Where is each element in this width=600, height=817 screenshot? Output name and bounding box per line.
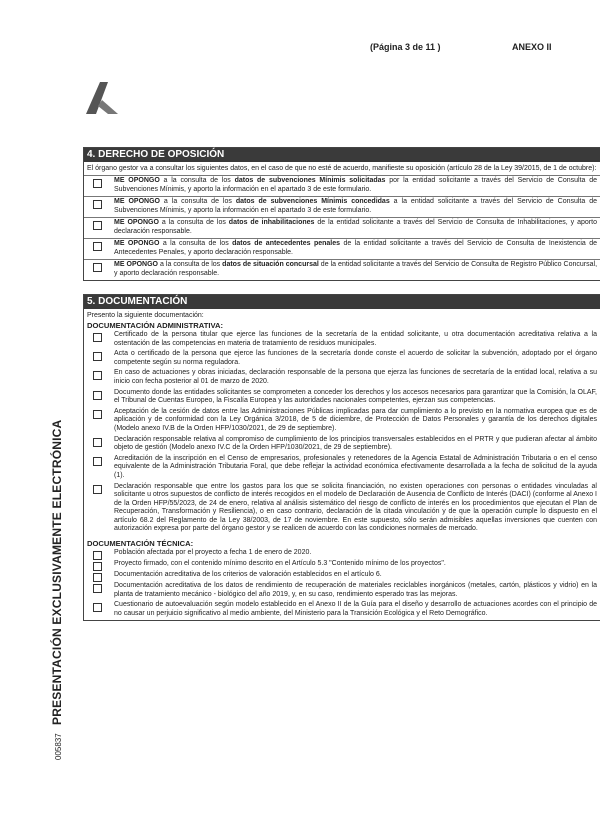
checkbox-cell [84,350,110,369]
data-type: datos de subvenciones Mínimis solicitadas [234,177,386,184]
opposition-checkbox[interactable] [93,263,102,272]
admin-doc-row [84,455,600,483]
tech-doc-checkbox[interactable] [93,603,102,612]
text: a la consulta de los [159,240,233,247]
data-type: datos de inhabilitaciones [228,219,315,226]
admin-doc-checkbox[interactable] [93,352,102,361]
admin-doc-row [84,408,600,436]
page-number: (Página 3 de 11 ) [370,42,441,52]
text: a la consulta de los [159,177,235,184]
opposition-text [110,218,600,238]
vertical-label: PRESENTACIÓN EXCLUSIVAMENTE ELECTRÓNICA [50,419,64,725]
oppose-label: ME OPONGO [114,198,160,205]
tech-doc-text: Documentación acreditativa de los datos de rendimiento de recuperación de materiales reciclables inorgánicos (metales, cartón, plásticos y vidrio) en la planta de tratamiento mecánico - biológico del año 2019, y, en su caso, rendimiento esperado tras las mejoras. [114,582,597,598]
admin-doc-text: Documento donde las entidades solicitantes se comprometen a conceder los derechos y los accesos necesarios para garantizar que la Comisión, la OLAF, el Tribunal de Cuentas Europeo, la Fiscalía Europea y las autoridades nacionales competentes, ejerzan sus competencias. [114,388,597,405]
admin-doc-checkbox[interactable] [93,391,102,400]
admin-doc-text: En caso de actuaciones y obras iniciadas, declaración responsable de la persona que ejerza las funciones de secretaría de la entidad local, relativa a su inicio con fecha posterior al 01 de marzo de 2020. [114,369,597,385]
admin-doc-checkbox[interactable] [93,485,102,494]
admin-doc-row [84,350,600,369]
oppose-label: ME OPONGO [114,219,159,226]
admin-doc-text: Declaración responsable relativa al compromiso de cumplimiento de los principios transversales establecidos en el PRTR y que pudieran afectar al ámbito objeto de gestión (Modelo anexo IV.C de la Orden HFP/1030/2021, de 29 de septiembre). [114,435,597,452]
section-intro: El órgano gestor va a consultar los siguientes datos, en el caso de que no esté de acuerdo, manifieste su oposición (artículo 28 de la Ley 39/2015, de 1 de octubre): [87,165,597,172]
opposition-checkbox[interactable] [93,221,102,230]
data-type: datos de antecedentes penales [232,240,341,247]
checkbox-cell [84,582,110,601]
oppose-label: ME OPONGO [114,261,159,268]
checkbox-cell [84,331,110,350]
checkbox-cell [84,560,110,571]
admin-doc-text: Aceptación de la cesión de datos entre las Administraciones Públicas implicadas para dar cumplimiento a lo previsto en la normativa europea que es de aplicación y de conformidad con la Ley Orgánica 3/2018, de 5 de diciembre, de Protección de Datos Personales y garantía de los derechos digitales (Modelo anexo IV.B de la Orden HFP/1030/2021, de 29 de septiembre). [114,407,597,432]
tech-doc-row [84,582,600,601]
checkbox-cell [84,369,110,388]
admin-doc-text: Acreditación de la inscripción en el Censo de empresarios, profesionales y retenedores de la Agencia Estatal de Administración Tributaria o en el censo equivalente de la Administración Tributaria Foral, que debe reflejar la actividad económica efectivamente desarrollada a la fecha de solicitud de la ayuda (1). [114,454,597,479]
section-opposition [83,147,600,281]
section-title: 5. DOCUMENTACIÓN [84,295,600,309]
oppose-label: ME OPONGO [114,240,160,247]
text: a la consulta de los [158,219,229,226]
data-type: datos de situación concursal [222,261,319,268]
tech-doc-checkbox[interactable] [93,562,102,571]
tech-doc-row [84,560,600,571]
tech-doc-row [84,549,600,560]
opposition-row [84,196,600,217]
section-intro: Presento la siguiente documentación: [87,312,204,319]
checkbox-cell [84,176,110,196]
checkbox-cell [84,549,110,560]
checkbox-cell [84,455,110,483]
admin-doc-checkbox[interactable] [93,457,102,466]
tech-doc-checkbox[interactable] [93,551,102,560]
checkbox-cell [84,436,110,455]
admin-doc-row [84,369,600,388]
checkbox-cell [84,197,110,217]
tech-doc-checkbox[interactable] [93,584,102,593]
checkbox-cell [84,571,110,582]
tech-doc-text: Proyecto firmado, con el contenido mínimo descrito en el Artículo 5.3 "Contenido mínimo de los proyectos". [114,560,446,568]
admin-doc-row [84,483,600,537]
document-code: 005837 [54,733,63,760]
opposition-row [84,238,600,259]
admin-doc-checkbox[interactable] [93,410,102,419]
opposition-checkbox[interactable] [93,179,102,188]
tech-doc-text: Cuestionario de autoevaluación según modelo establecido en el Anexo II de la Guía para el diseño y desarrollo de actuaciones acordes con el principio de no causar un perjuicio significativo al medio ambiente, del Ministerio para la Transición Ecológica y el Reto Demográfico. [114,601,597,617]
text: por la entidad solicitante a través del Servicio de Consulta de Subvenciones Mínimis, y aporto la información en el apartado 3 de este formulario. [114,177,597,193]
tech-doc-text: Documentación acreditativa de los criterios de valoración establecidos en el artículo 6. [114,571,382,579]
opposition-checkbox[interactable] [93,200,102,209]
admin-doc-checkbox[interactable] [93,371,102,380]
admin-doc-checkbox[interactable] [93,333,102,342]
opposition-row [84,217,600,238]
tech-doc-text: Población afectada por el proyecto a fecha 1 de enero de 2020. [114,549,312,557]
admin-doc-text: Declaración responsable que entre los gastos para los que se solicita financiación, no existen operaciones con personas o entidades vinculadas al solicitante u otros supuestos de conflicto de interés recogidos en el modelo de Declaración de Ausencia de Conflicto de Interés (DACI) (conforme al Anexo I de la Orden HFP/55/2023, de 24 de enero, relativa al análisis sistemático del riesgo de conflicto de interés en los procedimientos que ejecutan el Plan de Recuperación, Transformación y Resiliencia), o en caso contrario, declaración de la citada vinculación y de que la operación cumple lo dispuesto en el artículo 68.2 del Reglamento de la Ley 38/2003, de 17 de noviembre. En este supuesto, sólo serán admisibles aquellas inversiones que cuenten con autorización expresa por parte del órgano gestor y se realicen de acuerdo con las condiciones normales de mercado. [114,482,597,533]
oppose-label: ME OPONGO [114,177,160,184]
junta-logo-icon [82,80,122,116]
section-documentation [83,294,600,621]
checkbox-cell [84,218,110,238]
admin-doc-text: Certificado de la persona titular que ejerce las funciones de la secretaría de la entidad solicitante, u otra documentación acreditativa relativa a la ostentación de las competencias en materia de tratamiento de residuos municipales. [114,331,597,347]
admin-doc-row [84,331,600,350]
checkbox-cell [84,260,110,280]
checkbox-cell [84,483,110,537]
opposition-text [110,260,600,280]
data-type: datos de subvenciones Mínimis concedidas [235,198,390,205]
section-title: 4. DERECHO DE OPOSICIÓN [84,148,600,162]
text: a la consulta de los [159,198,236,205]
opposition-row [84,175,600,196]
opposition-text [110,197,600,217]
opposition-text [110,176,600,196]
text: de la entidad solicitante a través del Servicio de Consulta de Inexistencia de Antecedentes Penales, y aporto declaración responsable. [114,240,598,256]
checkbox-cell [84,601,110,620]
admin-doc-text: Acta o certificado de la persona que ejerce las funciones de la secretaría donde conste el acuerdo de solicitar la subvención, adoptado por el órgano competente según su norma reguladora. [114,350,597,366]
text: a la entidad solicitante a través del Servicio de Consulta de Subvenciones Mínimis, y aporto la información en el apartado 3 de este formulario. [114,198,598,214]
admin-doc-checkbox[interactable] [93,438,102,447]
admin-doc-title: DOCUMENTACIÓN ADMINISTRATIVA: [87,321,223,330]
text: a la consulta de los [158,261,223,268]
tech-doc-row [84,571,600,582]
admin-doc-row [84,389,600,408]
admin-doc-row [84,436,600,455]
opposition-row [84,259,600,280]
annex-label: ANEXO II [512,42,552,52]
text: de la entidad solicitante a través del Servicio de Consulta de Inhabilitaciones, y aporto declaración responsable. [114,219,597,235]
opposition-text [110,239,600,259]
checkbox-cell [84,389,110,408]
tech-doc-row [84,601,600,620]
checkbox-cell [84,408,110,436]
text: de la entidad solicitante a través del Servicio de Consulta de Registro Público Concursal, y aporto declaración responsable. [114,261,598,277]
opposition-checkbox[interactable] [93,242,102,251]
tech-doc-checkbox[interactable] [93,573,102,582]
tech-doc-title: DOCUMENTACIÓN TÉCNICA: [87,539,194,549]
checkbox-cell [84,239,110,259]
